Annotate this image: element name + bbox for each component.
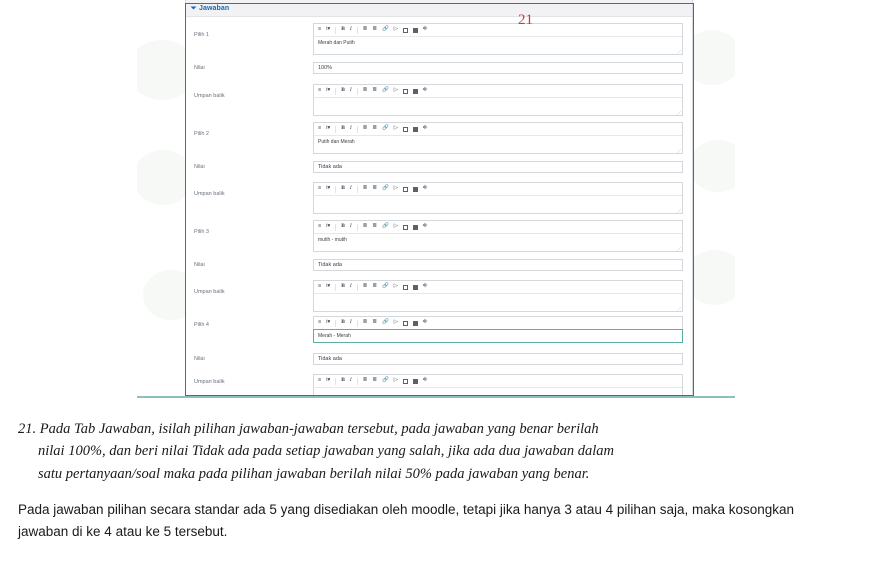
bullet-list-icon[interactable]: ≣ (362, 319, 368, 326)
editor-body-umpan-balik-4[interactable] (314, 388, 682, 396)
editor-toolbar[interactable] (314, 375, 682, 388)
row-label: Umpan balik (194, 379, 225, 385)
row-label: Umpan balik (194, 289, 225, 295)
editor-toolbar[interactable] (314, 221, 682, 234)
editor-toolbar[interactable] (314, 24, 682, 37)
bold-icon[interactable]: B (341, 283, 345, 290)
toolbar-separator (335, 186, 336, 193)
answers-form-panel (185, 0, 693, 396)
bullet-list-icon[interactable]: ≣ (362, 87, 368, 94)
grade-select-4[interactable]: Tidak ada (313, 353, 683, 365)
paragraph-style-icon[interactable]: ≡ (318, 377, 322, 384)
caption-number: 21. (18, 421, 37, 437)
form-row-pilih-2 (186, 122, 692, 156)
editor-toolbar[interactable] (313, 316, 683, 329)
editor-body-umpan-balik-1[interactable] (314, 98, 682, 115)
link-icon[interactable]: 🔗 (381, 185, 389, 192)
row-label: Umpan balik (194, 93, 225, 99)
resize-handle[interactable] (677, 209, 681, 213)
editor-toolbar[interactable] (314, 183, 682, 196)
row-label: Pilih 4 (194, 322, 209, 328)
unlink-icon[interactable]: ▷ (393, 283, 399, 290)
italic-icon[interactable]: I (349, 377, 352, 384)
row-label: Nilai (194, 262, 205, 268)
media-icon[interactable] (413, 127, 418, 132)
section-title: Jawaban (199, 4, 230, 12)
caption-paragraph-2: Pada jawaban pilihan secara standar ada 5 yang disediakan oleh moodle, tetapi jika hanya 3 atau 4 pilihan saja, maka kosongkan jawaban di ke 4 atau ke 5 tersebut. (18, 502, 795, 539)
screenshot-bottom-edge (137, 396, 735, 398)
manage-files-icon[interactable]: ⎆ (423, 185, 428, 192)
caption-line-3: satu pertanyaan/soal maka pada pilihan jawaban berilah nilai 50% pada jawaban yang benar. (38, 465, 590, 482)
row-label: Pilih 2 (194, 131, 209, 137)
font-size-dropdown-icon[interactable]: i▾ (326, 319, 331, 326)
bold-icon[interactable]: B (341, 125, 345, 132)
caption-block (18, 418, 858, 543)
form-row-nilai-3 (186, 259, 692, 273)
toolbar-separator (357, 284, 358, 291)
numbered-list-icon[interactable]: ≣ (372, 223, 377, 230)
numbered-list-icon[interactable]: ≣ (372, 87, 377, 94)
unlink-icon[interactable]: ▷ (393, 185, 399, 192)
italic-icon[interactable]: I (349, 319, 352, 326)
rich-text-editor-umpan-balik-2[interactable] (313, 182, 683, 214)
unlink-icon[interactable]: ▷ (393, 377, 399, 384)
resize-handle[interactable] (677, 247, 681, 251)
toolbar-separator (357, 88, 358, 95)
watermark-blob (689, 140, 735, 192)
image-icon[interactable] (403, 187, 408, 192)
bold-icon[interactable]: B (341, 223, 345, 230)
annotation-number: 21 (518, 12, 533, 28)
resize-handle[interactable] (677, 307, 681, 311)
resize-handle[interactable] (677, 50, 681, 54)
manage-files-icon[interactable]: ⎆ (423, 87, 428, 94)
rich-text-editor-pilih-2[interactable] (313, 122, 683, 154)
unlink-icon[interactable]: ▷ (393, 319, 399, 326)
toolbar-separator (335, 320, 336, 327)
bold-icon[interactable]: B (341, 26, 345, 33)
editor-text: Merah dan Putih (318, 40, 355, 46)
form-row-umpan-balik-1 (186, 84, 692, 118)
rich-text-editor-umpan-balik-3[interactable] (313, 280, 683, 312)
bullet-list-icon[interactable]: ≣ (362, 125, 368, 132)
media-icon[interactable] (413, 225, 418, 230)
bold-icon[interactable]: B (341, 87, 345, 94)
editor-body-pilih-4[interactable] (313, 329, 683, 343)
bullet-list-icon[interactable]: ≣ (362, 283, 368, 290)
editor-body-pilih-2[interactable] (314, 136, 682, 153)
image-icon[interactable] (403, 285, 408, 290)
media-icon[interactable] (413, 28, 418, 33)
toolbar-separator (335, 88, 336, 95)
link-icon[interactable]: 🔗 (381, 87, 389, 94)
italic-icon[interactable]: I (349, 125, 352, 132)
media-icon[interactable] (413, 379, 418, 384)
grade-select-3[interactable]: Tidak ada (313, 259, 683, 271)
paragraph-style-icon[interactable]: ≡ (318, 223, 322, 230)
toolbar-separator (357, 320, 358, 327)
toolbar-separator (357, 186, 358, 193)
bullet-list-icon[interactable]: ≣ (362, 26, 368, 33)
font-size-dropdown-icon[interactable]: i▾ (326, 283, 331, 290)
bullet-list-icon[interactable]: ≣ (362, 223, 368, 230)
image-icon[interactable] (403, 225, 408, 230)
font-size-dropdown-icon[interactable]: i▾ (326, 87, 331, 94)
unlink-icon[interactable]: ▷ (393, 125, 399, 132)
editor-text: Merah - Merah (318, 333, 351, 339)
bold-icon[interactable]: B (341, 185, 345, 192)
toolbar-separator (357, 27, 358, 34)
image-icon[interactable] (403, 89, 408, 94)
bold-icon[interactable]: B (341, 377, 345, 384)
form-row-nilai-4 (186, 353, 692, 367)
unlink-icon[interactable]: ▷ (393, 26, 399, 33)
form-row-pilih-1 (186, 23, 692, 57)
editor-body-umpan-balik-3[interactable] (314, 294, 682, 311)
form-row-umpan-balik-3 (186, 280, 692, 314)
paragraph-style-icon[interactable]: ≡ (318, 185, 322, 192)
toolbar-separator (335, 126, 336, 133)
media-icon[interactable] (413, 285, 418, 290)
link-icon[interactable]: 🔗 (381, 283, 389, 290)
rich-text-editor-pilih-4[interactable] (313, 316, 683, 343)
link-icon[interactable]: 🔗 (381, 223, 389, 230)
manage-files-icon[interactable]: ⎆ (423, 283, 428, 290)
section-header-jawaban[interactable] (186, 0, 692, 17)
toolbar-separator (357, 126, 358, 133)
italic-icon[interactable]: I (349, 223, 352, 230)
image-icon[interactable] (403, 379, 408, 384)
editor-toolbar[interactable] (314, 85, 682, 98)
editor-text: Putih dan Merah (318, 139, 355, 145)
italic-icon[interactable]: I (349, 185, 352, 192)
caption-line-2: nilai 100%, dan beri nilai Tidak ada pada setiap jawaban yang salah, jika ada dua jawaban dalam (38, 443, 614, 460)
editor-toolbar[interactable] (314, 123, 682, 136)
media-icon[interactable] (413, 321, 418, 326)
form-row-pilih-4 (186, 316, 692, 352)
row-label: Nilai (194, 65, 205, 71)
font-size-dropdown-icon[interactable]: i▾ (326, 185, 331, 192)
caption-line-1 (18, 418, 858, 440)
form-row-nilai-2 (186, 161, 692, 175)
numbered-list-icon[interactable]: ≣ (372, 377, 377, 384)
numbered-list-icon[interactable]: ≣ (372, 185, 377, 192)
row-label: Nilai (194, 164, 205, 170)
screenshot-region (137, 0, 735, 398)
form-row-nilai-1 (186, 62, 692, 76)
rich-text-editor-pilih-3[interactable] (313, 220, 683, 252)
row-label: Pilih 1 (194, 32, 209, 38)
chevron-down-icon[interactable] (191, 7, 197, 10)
italic-icon[interactable]: I (349, 87, 352, 94)
caption-paragraph-1 (18, 418, 858, 485)
rich-text-editor-pilih-1[interactable] (313, 23, 683, 55)
paragraph-style-icon[interactable]: ≡ (318, 283, 322, 290)
bold-icon[interactable]: B (341, 319, 345, 326)
row-label: Pilih 3 (194, 229, 209, 235)
media-icon[interactable] (413, 89, 418, 94)
paragraph-style-icon[interactable]: ≡ (318, 26, 322, 33)
manage-files-icon[interactable]: ⎆ (423, 26, 428, 33)
image-icon[interactable] (403, 28, 408, 33)
paragraph-style-icon[interactable]: ≡ (318, 87, 322, 94)
toolbar-separator (335, 27, 336, 34)
italic-icon[interactable]: I (349, 283, 352, 290)
bullet-list-icon[interactable]: ≣ (362, 377, 368, 384)
link-icon[interactable]: 🔗 (381, 377, 389, 384)
grade-select-2[interactable]: Tidak ada (313, 161, 683, 173)
caption-line-1-text: Pada Tab Jawaban, isilah pilihan jawaban-jawaban tersebut, pada jawaban yang benar berilah (39, 421, 599, 437)
rich-text-editor-umpan-balik-1[interactable] (313, 84, 683, 116)
editor-body-pilih-1[interactable] (314, 37, 682, 54)
editor-body-umpan-balik-2[interactable] (314, 196, 682, 213)
unlink-icon[interactable]: ▷ (393, 223, 399, 230)
toolbar-separator (335, 224, 336, 231)
manage-files-icon[interactable]: ⎆ (423, 319, 428, 326)
numbered-list-icon[interactable]: ≣ (372, 26, 377, 33)
resize-handle[interactable] (677, 111, 681, 115)
editor-toolbar[interactable] (314, 281, 682, 294)
form-row-umpan-balik-4 (186, 374, 692, 396)
paragraph-style-icon[interactable]: ≡ (318, 125, 322, 132)
numbered-list-icon[interactable]: ≣ (372, 283, 377, 290)
font-size-dropdown-icon[interactable]: i▾ (326, 26, 331, 33)
link-icon[interactable]: 🔗 (381, 26, 389, 33)
unlink-icon[interactable]: ▷ (393, 87, 399, 94)
form-row-pilih-3 (186, 220, 692, 254)
numbered-list-icon[interactable]: ≣ (372, 125, 377, 132)
grade-select-1[interactable]: 100% (313, 62, 683, 74)
form-row-umpan-balik-2 (186, 182, 692, 216)
manage-files-icon[interactable]: ⎆ (423, 125, 428, 132)
manage-files-icon[interactable]: ⎆ (423, 223, 428, 230)
toolbar-separator (335, 284, 336, 291)
editor-text: mutih - mutih (318, 237, 347, 243)
numbered-list-icon[interactable]: ≣ (372, 319, 377, 326)
toolbar-separator (357, 224, 358, 231)
image-icon[interactable] (403, 321, 408, 326)
paragraph-style-icon[interactable]: ≡ (318, 319, 322, 326)
resize-handle[interactable] (677, 149, 681, 153)
rich-text-editor-umpan-balik-4[interactable] (313, 374, 683, 396)
bullet-list-icon[interactable]: ≣ (362, 185, 368, 192)
toolbar-separator (335, 378, 336, 385)
font-size-dropdown-icon[interactable]: i▾ (326, 377, 331, 384)
font-size-dropdown-icon[interactable]: i▾ (326, 125, 331, 132)
link-icon[interactable]: 🔗 (381, 319, 389, 326)
toolbar-separator (357, 378, 358, 385)
image-icon[interactable] (403, 127, 408, 132)
editor-body-pilih-3[interactable] (314, 234, 682, 251)
media-icon[interactable] (413, 187, 418, 192)
italic-icon[interactable]: I (349, 26, 352, 33)
row-label: Umpan balik (194, 191, 225, 197)
row-label: Nilai (194, 356, 205, 362)
manage-files-icon[interactable]: ⎆ (423, 377, 428, 384)
link-icon[interactable]: 🔗 (381, 125, 389, 132)
font-size-dropdown-icon[interactable]: i▾ (326, 223, 331, 230)
